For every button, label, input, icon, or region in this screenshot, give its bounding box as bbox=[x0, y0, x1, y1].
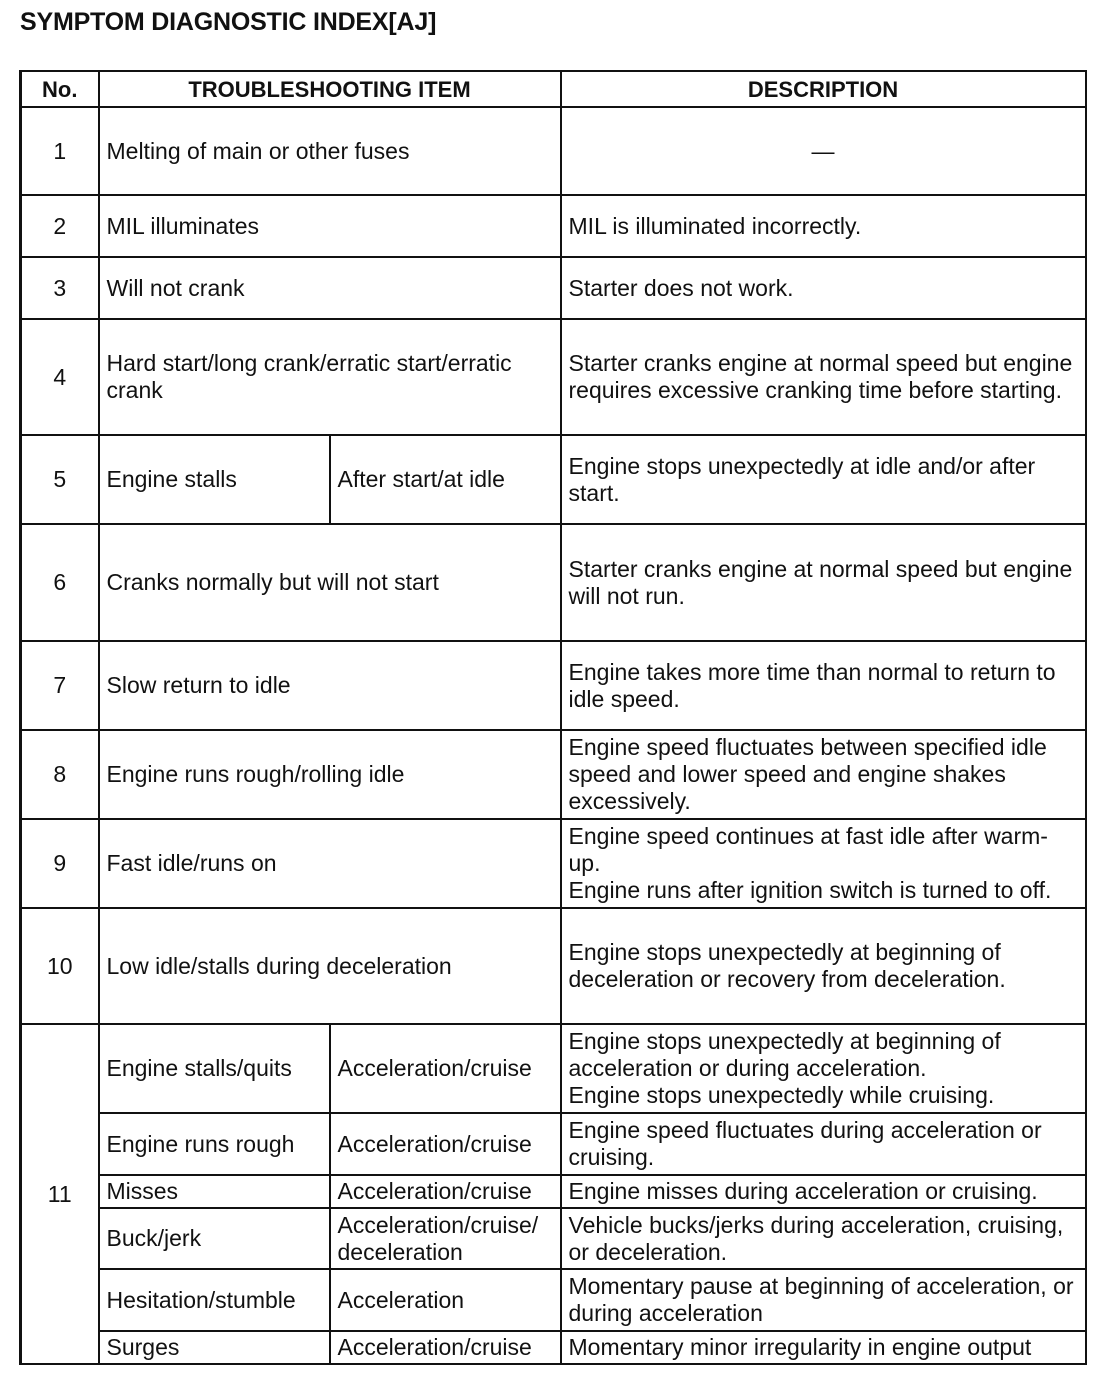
table-row bbox=[21, 1269, 1086, 1331]
condition: Acceleration/cruise bbox=[330, 1113, 561, 1175]
troubleshooting-item: Surges bbox=[99, 1331, 330, 1364]
row-number: 9 bbox=[21, 819, 99, 908]
table-row bbox=[21, 1208, 1086, 1269]
row-number: 6 bbox=[21, 524, 99, 641]
troubleshooting-item: Hesitation/stumble bbox=[99, 1269, 330, 1331]
table-row bbox=[21, 319, 1086, 435]
row-number: 11 bbox=[21, 1024, 99, 1364]
header-troubleshooting-item: TROUBLESHOOTING ITEM bbox=[99, 71, 561, 107]
troubleshooting-item: Fast idle/runs on bbox=[99, 819, 561, 908]
table-row bbox=[21, 819, 1086, 908]
troubleshooting-item: Misses bbox=[99, 1175, 330, 1208]
row-number: 3 bbox=[21, 257, 99, 319]
table-row bbox=[21, 1331, 1086, 1364]
header-description: DESCRIPTION bbox=[561, 71, 1086, 107]
description: Momentary pause at beginning of acceleration, or during acceleration bbox=[561, 1269, 1086, 1331]
condition: Acceleration/cruise bbox=[330, 1175, 561, 1208]
description: Momentary minor irregularity in engine output bbox=[561, 1331, 1086, 1364]
table-row bbox=[21, 908, 1086, 1024]
description: Engine stops unexpectedly at beginning of deceleration or recovery from deceleration. bbox=[561, 908, 1086, 1024]
table-row bbox=[21, 435, 1086, 524]
table-row bbox=[21, 107, 1086, 195]
row-number: 4 bbox=[21, 319, 99, 435]
row-number: 7 bbox=[21, 641, 99, 730]
table-row bbox=[21, 730, 1086, 819]
troubleshooting-item: Engine stalls/quits bbox=[99, 1024, 330, 1113]
condition: Acceleration/cruise bbox=[330, 1331, 561, 1364]
troubleshooting-item: Engine runs rough/rolling idle bbox=[99, 730, 561, 819]
symptom-index-table bbox=[19, 70, 1087, 1365]
table-row bbox=[21, 257, 1086, 319]
troubleshooting-item: Cranks normally but will not start bbox=[99, 524, 561, 641]
table-row bbox=[21, 195, 1086, 257]
description: Starter does not work. bbox=[561, 257, 1086, 319]
row-number: 2 bbox=[21, 195, 99, 257]
description: Engine speed fluctuates during acceleration or cruising. bbox=[561, 1113, 1086, 1175]
troubleshooting-item: MIL illuminates bbox=[99, 195, 561, 257]
description: Engine stops unexpectedly at idle and/or after start. bbox=[561, 435, 1086, 524]
troubleshooting-item: Will not crank bbox=[99, 257, 561, 319]
condition: Acceleration/cruise bbox=[330, 1024, 561, 1113]
condition: After start/at idle bbox=[330, 435, 561, 524]
description: Engine takes more time than normal to return to idle speed. bbox=[561, 641, 1086, 730]
troubleshooting-item: Engine stalls bbox=[99, 435, 330, 524]
row-number: 5 bbox=[21, 435, 99, 524]
description: Starter cranks engine at normal speed but engine requires excessive cranking time before starting. bbox=[561, 319, 1086, 435]
troubleshooting-item: Engine runs rough bbox=[99, 1113, 330, 1175]
condition: Acceleration bbox=[330, 1269, 561, 1331]
row-number: 10 bbox=[21, 908, 99, 1024]
table-row bbox=[21, 1113, 1086, 1175]
description: — bbox=[561, 107, 1086, 195]
table-row bbox=[21, 1175, 1086, 1208]
description: MIL is illuminated incorrectly. bbox=[561, 195, 1086, 257]
troubleshooting-item: Slow return to idle bbox=[99, 641, 561, 730]
troubleshooting-item: Melting of main or other fuses bbox=[99, 107, 561, 195]
troubleshooting-item: Low idle/stalls during deceleration bbox=[99, 908, 561, 1024]
page-title: SYMPTOM DIAGNOSTIC INDEX[AJ] bbox=[20, 8, 437, 36]
header-row bbox=[21, 71, 1086, 107]
troubleshooting-item: Buck/jerk bbox=[99, 1208, 330, 1269]
condition: Acceleration/cruise/ deceleration bbox=[330, 1208, 561, 1269]
description: Starter cranks engine at normal speed but engine will not run. bbox=[561, 524, 1086, 641]
table-row bbox=[21, 641, 1086, 730]
description: Engine misses during acceleration or cruising. bbox=[561, 1175, 1086, 1208]
troubleshooting-item: Hard start/long crank/erratic start/erratic crank bbox=[99, 319, 561, 435]
description: Vehicle bucks/jerks during acceleration, cruising, or deceleration. bbox=[561, 1208, 1086, 1269]
table-row bbox=[21, 1024, 1086, 1113]
description: Engine speed fluctuates between specified idle speed and lower speed and engine shakes excessively. bbox=[561, 730, 1086, 819]
row-number: 1 bbox=[21, 107, 99, 195]
row-number: 8 bbox=[21, 730, 99, 819]
table-row bbox=[21, 524, 1086, 641]
description: Engine speed continues at fast idle after warm-up. Engine runs after ignition switch is turned to off. bbox=[561, 819, 1086, 908]
description: Engine stops unexpectedly at beginning of acceleration or during acceleration. Engine stops unexpectedly while cruising. bbox=[561, 1024, 1086, 1113]
header-no: No. bbox=[21, 71, 99, 107]
